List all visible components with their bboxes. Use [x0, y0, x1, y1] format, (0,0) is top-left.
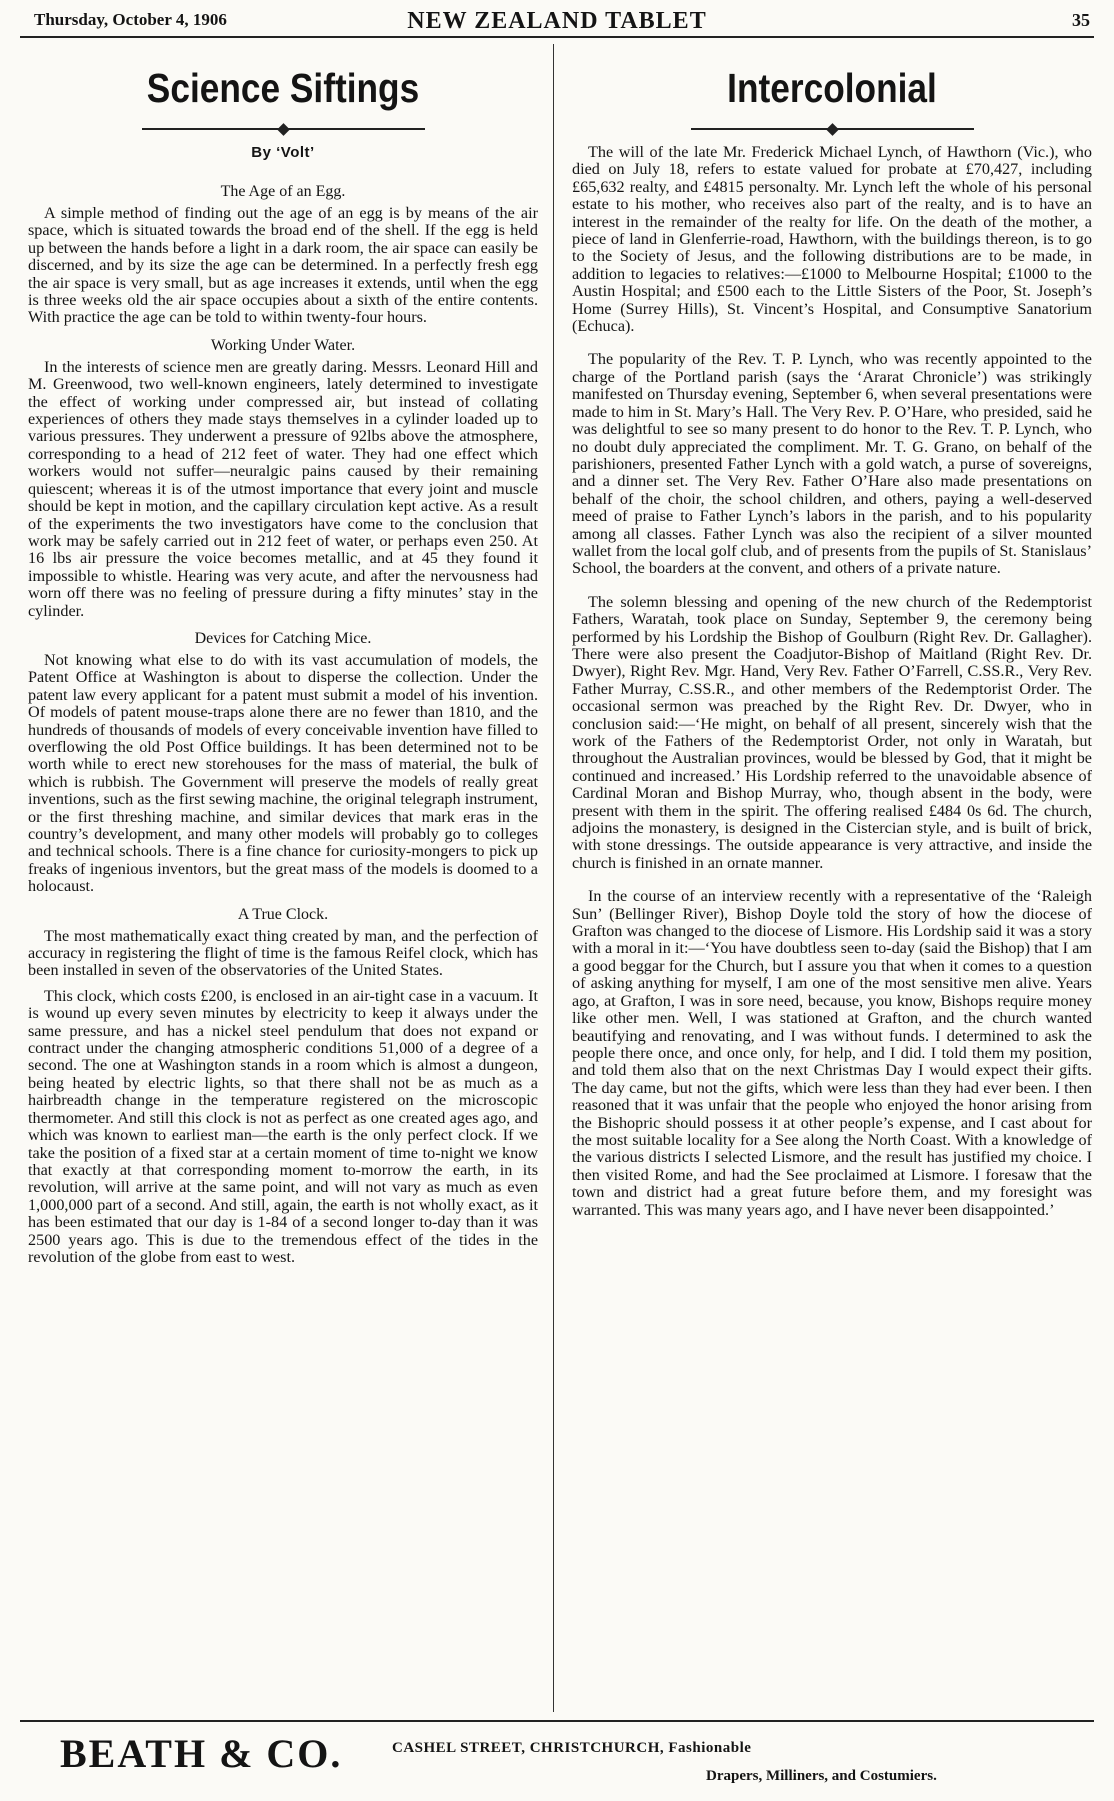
article-paragraph: Not knowing what else to do with its vast accumulation of models, the Patent Office at Washington is about to disperse the collection. Under the patent law every applicant for a patent must submit a model of his invention. Of models of patent mouse-traps alone there are no fewer than 1810, and the hundreds of thousands of models of every conceivable invention have filled to overflowing the old Post Office buildings. It has been determined not to be worth while to erect new storehouses for the mass of material, the bulk of which is rubbish. The Government will preserve the models of really great inventions, such as the first sewing machine, the original telegraph instrument, or the first threshing machine, and similar devices that mark eras in the country’s development, and many other models will probably go to colleges and technical schools. There is a fine chance for curiosity-mongers to pick up freaks of ingenious inventors, but the great mass of the models is doomed to a holocaust. [28, 650, 538, 896]
intercolonial-title: Intercolonial [727, 65, 937, 111]
advertiser-description: Drapers, Milliners, and Costumiers. [706, 1768, 937, 1784]
bottom-rule [20, 1720, 1094, 1722]
article-heading: Devices for Catching Mice. [194, 629, 372, 647]
masthead [20, 6, 1094, 38]
article-paragraph: A simple method of finding out the age of an egg is by means of the air space, which is situated towards the broad end of the shell. If the egg is held up between the hands before a light in a dark room, the air space can easily be discerned, and by its size the age can be determined. In a perfectly fresh egg the air space is very small, but as age increases it extends, until when the egg is three weeks old the air space occupies about a sixth of the entire contents. With practice the age can be told to within twenty-four hours. [28, 204, 538, 327]
news-paragraph: The solemn blessing and opening of the new church of the Redemptorist Fathers, Waratah, took place on Sunday, September 9, the ceremony being performed by his Lordship the Bishop of Goulburn (Right Rev. Dr. Gallagher). There were also present the Coadjutor-Bishop of Maitland (Right Rev. Dr. Dwyer), Right Rev. Mgr. Hand, Very Rev. Father O’Farrell, C.SS.R., Very Rev. Father Murray, C.SS.R., and other members of the Redemptorist Order. The occasional sermon was preached by the Right Rev. Dr. Dwyer, who in conclusion said:—‘He might, on behalf of all present, sincerely wish that the work of the Fathers of the Redemptorist Order, not only in Waratah, but throughout the Australian provinces, would be blessed by God, that it might be continued and increased.’ His Lordship referred to the unavoidable absence of Cardinal Moran and Bishop Murray, who, though absent in the body, were present with them in the spirit. The offering realised £484 0s 6d. The church, adjoins the monastery, is designed in the Cistercian style, and is built of brick, with stone dressings. The outside appearance is very attractive, and inside the church is finished in an ornate manner. [572, 592, 1092, 872]
advertiser-address: CASHEL STREET, CHRISTCHURCH, Fashionable [392, 1740, 752, 1756]
news-paragraph: The popularity of the Rev. T. P. Lynch, who was recently appointed to the charge of the Portland parish (says the ‘Ararat Chronicle’) was strikingly manifested on Thursday evening, September 6, when several presentations were made to him in St. Mary’s Hall. The Very Rev. P. O’Hare, who presided, said he was delightful to see so many present to do honor to the Rev. T. P. Lynch, who no doubt duly appreciated the compliment. Mr. T. G. Grano, on behalf of the parishioners, presented Father Lynch with a gold watch, a purse of sovereigns, and a dinner set. The Very Rev. Father O’Hare also made presentations on behalf of the choir, the school children, and others, paying a well-deserved meed of praise to Father Lynch’s labors in the parish, and to his popularity among all classes. Father Lynch was also the recipient of a silver mounted wallet from the local golf club, and of presents from the pupils of St. Stanislaus’ School, the boarders at the convent, and others of a private nature. [572, 350, 1092, 578]
article-paragraph: The most mathematically exact thing created by man, and the perfection of accuracy in registering the flight of time is the famous Reifel clock, which has been installed in seven of the observatories of the United States. [28, 926, 538, 980]
news-paragraph: In the course of an interview recently with a representative of the ‘Raleigh Sun’ (Bellinger River), Bishop Doyle told the story of how the diocese of Grafton was changed to the diocese of Lismore. His Lordship said it was a story with a moral in it:—‘You have doubtless seen to-day (said the Bishop) that I am a good beggar for the Church, but I assure you that when it comes to a question of asking anything for myself, I am one of the most sensitive men alive. Years ago, at Grafton, I was in sore need, because, you know, Bishops require money like other men. Well, I was stationed at Grafton, and the church wanted beautifying and renovating, and I was without funds. I determined to ask the people there once, and once only, for help, and I did. I told them my position, and told them also that on the next Christmas Day I would expect their gifts. The day came, but not the gifts, which were less than they had ever been. I then reasoned that it was unfair that the people who enjoyed the honor arising from the Bishopric should possess it at other people’s expense, and I cast about for the most suitable locality for a See along the North Coast. With a knowledge of the various districts I selected Lismore, and the result has justified my choice. I then visited Rome, and had the See proclaimed at Lismore. I foresaw that the town and district had a great future before them, and my foresight was warranted. This was many years ago, and I have never been disappointed.’ [572, 887, 1092, 1219]
science-siftings-title: Science Siftings [146, 65, 420, 111]
article-paragraph: In the interests of science men are greatly daring. Messrs. Leonard Hill and M. Greenwood, two well-known engineers, lately determined to investigate the effect of working under compressed air, but instead of collating experiences of others they made stays themselves in a cylinder loaded up to various pressures. They underwent a pressure of 92lbs above the atmosphere, corresponding to a head of 212 feet of water. They had one effect which workers would not suffer—neuralgic pains caused by their remaining quiescent; whereas it is of the utmost importance that every joint and muscle should be kept in motion, and the capillary circulation kept active. As a result of the experiments the two investigators have come to the conclusion that work may be safely carried out in 212 feet of water, or perhaps even 250. At 16 lbs air pressure the voice becomes metallic, and at 45 they found it impossible to whistle. Hearing was very acute, and after the nervousness had worn off there was no feeling of pressure during a fifty minutes’ stay in the cylinder. [28, 357, 538, 620]
intercolonial-column [572, 48, 1092, 1712]
title-ornament [28, 120, 538, 136]
science-siftings-column [28, 48, 538, 1712]
advertiser-name: BEATH & CO. [60, 1731, 343, 1776]
newspaper-title: NEW ZEALAND TABLET [407, 8, 707, 34]
issue-date: Thursday, October 4, 1906 [34, 10, 227, 29]
article-heading: The Age of an Egg. [220, 183, 346, 200]
title-ornament [572, 120, 1092, 136]
advertisement [20, 1726, 1094, 1796]
article-heading: Working Under Water. [210, 336, 356, 354]
article-paragraph: This clock, which costs £200, is enclosed in an air-tight case in a vacuum. It is wound up every seven minutes by electricity to keep it always under the same pressure, and has a nickel steel pendulum that does not expand or contract under the changing atmospheric conditions 51,000 of a degree of a second. The one at Washington stands in a room which is almost a dungeon, being heated by electric lights, so that there shall not be as much as a hairbreadth change in the temperature registered on the microscopic thermometer. And still this clock is not as perfect as one created ages ago, and which was known to earliest man—the earth is the only perfect clock. If we take the position of a fixed star at a certain moment of time to-night we know that exactly at that corresponding moment to-morrow the earth, in its revolution, will arrive at the same point, and will not vary as much as even 1,000,000 part of a second. And still, again, the earth is not wholly exact, as it has been estimated that our day is 1-84 of a second longer to-day than it was 2500 years ago. This is due to the tremendous effect of the tides in the revolution of the globe from east to west. [28, 986, 538, 1266]
news-paragraph: The will of the late Mr. Frederick Michael Lynch, of Hawthorn (Vic.), who died on July 18, refers to estate valued for probate at £70,427, including £65,632 realty, and £4815 personalty. Mr. Lynch left the whole of his personal estate to his mother, who receives also part of the realty, and is to have an interest in the remainder of the realty for life. On the death of the mother, a piece of land in Glenferrie-road, Hawthorn, with the buildings thereon, is to go to the Society of Jesus, and the following distributions are to be made, in addition to legacies to relatives:—£1000 to Melbourne Hospital; £1000 to the Austin Hospital; and £500 each to the Little Sisters of the Poor, St. Joseph’s Home (Surrey Hills), St. Vincent’s Hospital, and Consumptive Sanatorium (Echuca). [572, 143, 1092, 336]
page-number: 35 [1072, 10, 1090, 30]
article-heading: A True Clock. [237, 905, 329, 923]
column-divider [553, 44, 554, 1712]
byline: By ‘Volt’ [251, 144, 315, 161]
